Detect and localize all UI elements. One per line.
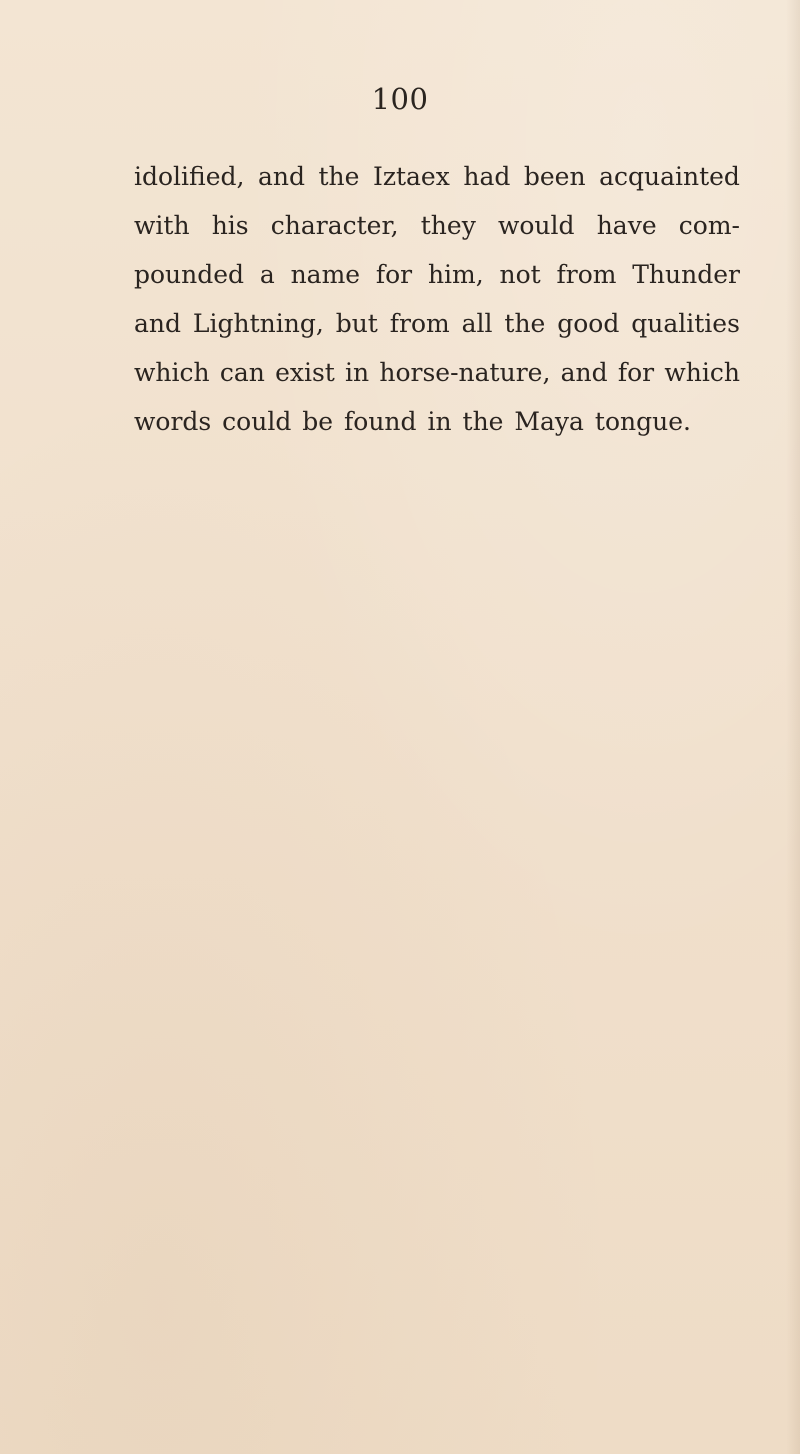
- word: would: [497, 211, 575, 240]
- word: him,: [427, 260, 484, 289]
- text-line: [134, 348, 740, 397]
- word: with: [134, 211, 190, 240]
- word: from: [389, 309, 450, 338]
- word: com-: [678, 211, 740, 240]
- word: Iztaex: [372, 162, 450, 191]
- word: which: [664, 358, 740, 387]
- word: not: [499, 260, 541, 289]
- word: name: [290, 260, 361, 289]
- word: Lightning,: [192, 309, 324, 338]
- word: the: [318, 162, 360, 191]
- word: can: [219, 358, 265, 387]
- word: in: [345, 358, 370, 387]
- page-edge-shadow: [786, 0, 800, 1454]
- word: been: [523, 162, 586, 191]
- word: for: [617, 358, 655, 387]
- word: the: [504, 309, 546, 338]
- word: from: [556, 260, 617, 289]
- word: Thunder: [632, 260, 740, 289]
- word: they: [420, 211, 476, 240]
- word: but: [335, 309, 378, 338]
- word: have: [596, 211, 657, 240]
- word: and: [257, 162, 305, 191]
- text-line: [134, 250, 740, 299]
- word: and: [560, 358, 608, 387]
- word: a: [259, 260, 275, 289]
- body-paragraph: [134, 152, 740, 446]
- text-line: [134, 201, 740, 250]
- word: exist: [275, 358, 335, 387]
- word: pounded: [134, 260, 245, 289]
- word: had: [463, 162, 511, 191]
- text-line: [134, 299, 740, 348]
- word: horse-nature,: [379, 358, 551, 387]
- word: character,: [270, 211, 399, 240]
- word: all: [461, 309, 493, 338]
- word: which: [134, 358, 210, 387]
- word: good: [557, 309, 620, 338]
- page-number: 100: [371, 82, 429, 116]
- word: his: [211, 211, 249, 240]
- text-line-last: [134, 397, 740, 446]
- word: for: [375, 260, 413, 289]
- word: and: [134, 309, 182, 338]
- text-line: [134, 152, 740, 201]
- final-sentence: words could be found in the Maya tongue.: [134, 407, 691, 436]
- word: acquainted: [599, 162, 740, 191]
- word: idolified,: [134, 162, 245, 191]
- word: qualities: [631, 309, 740, 338]
